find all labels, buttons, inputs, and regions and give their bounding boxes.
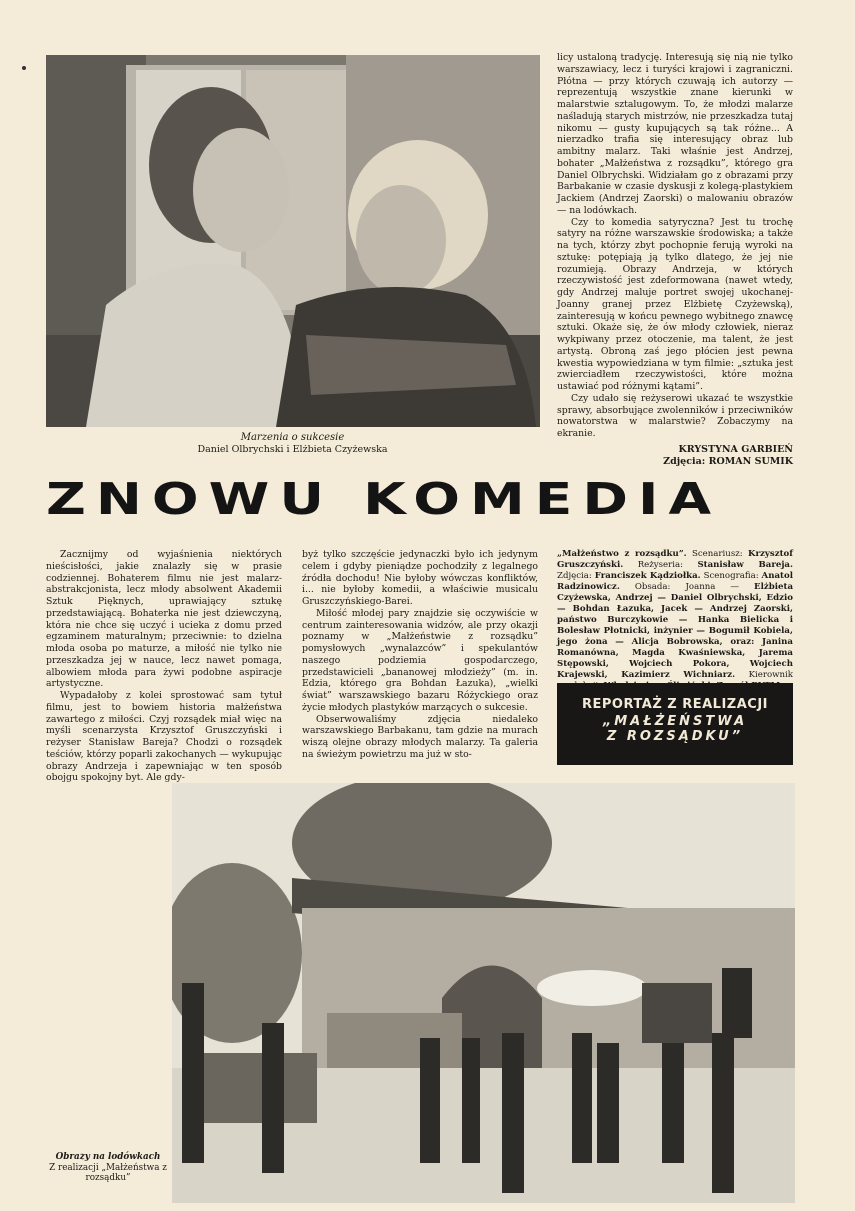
right-paragraph: Czy to komedia satyryczna? Jest tu trochę satyry na różne warszawskie środowiska; a także na tych, którzy zbyt pochopnie ferują wyroki na sztukę: potępiają ją tylko dlatego, że jej nie rozumieją. Obrazy Andrzeja, w których rzeczywistość jest zdeformowana (nawet wtedy, gdy Andrzej maluje portret swojej ukochanej-Joanny granej przez Elżbietę Czyżewską), zainteresują w końcu pewnego wybitnego znawcę sztuki. Okaże się, że ów młody człowiek, nieraz wykpiwany przez otoczenie, ma talent, że jest artystą. Obroną zaś jego płócien jest pewna kwestia wypowiedziana w tym filmie: „sztuka jest zwierciadłem rzeczywistości, które można ustawiać pod różnymi kątami”. [557,216,793,392]
top-caption-title: Marzenia o sukcesie [240,432,345,443]
author-signature: KRYSTYNA GARBIEŃ [678,443,793,455]
credits-title: „Małżeństwo z rozsądku”. [557,549,687,559]
bottom-caption-title: Obrazy na lodówkach [55,1152,161,1162]
photo-credit: Zdjęcia: ROMAN SUMIK [663,455,793,467]
right-paragraph: licy ustaloną tradycję. Interesują się nią nie tylko warszawiacy, lecz i turyści krajowi i zagraniczni. Płótna — przy których czuwają ich autorzy — reprezentują wszystkie znane kierunki w malarstwie sztalugowym. To, że młodzi malarze naśladują starych mistrzów, nie przeszkadza tutaj nikomu — gusty kupujących są tak różne... A nierzadko trafia się interesujący obraz lub ambitny malarz. Taki właśnie jest Andrzej, bohater „Małżeństwa z rozsądku”, którego gra Daniel Olbrychski. Widziałam go z obrazami przy Barbakanie w czasie dyskusji z kolegą-plastykiem Jackiem (Andrzej Zaorski) o malowaniu obrazów — na lodówkach. [557,52,793,216]
top-photo-caption [100,432,485,456]
col2-paragraph: Miłość młodej pary znajdzie się oczywiście w centrum zainteresowania widzów, ale przy okazji poznamy w „Małżeństwie z rozsądku” pomysłowych „wynalazców” i spekulantów naszego podziemia gospodarczego, przedstawicieli „bananowej młodzieży” (m. in. Edzia, którego gra Bohdan Łazuka), „wielki świat” warszawskiego bazaru Różyckiego oraz życie młodych plastyków marzących o sukcesie. [302,607,538,713]
banner-line-2: „MAŁŻEŃSTWA [602,714,748,729]
credits-director: Stanisław Bareja. [697,560,793,570]
column-1 [46,549,282,784]
film-credits [557,549,793,692]
top-photo-image [46,55,540,427]
bottom-caption-text: Z realizacji „Małżeństwa z rozsądku” [49,1162,167,1183]
credits-cast-label: Obsada: Joanna — [634,582,740,592]
banner-line-1: REPORTAŻ Z REALIZACJI [582,697,768,712]
bottom-photo [172,783,795,1203]
headline: ZNOWU KOMEDIA [46,473,722,525]
top-photo [46,55,540,427]
margin-dot [22,66,26,70]
credits-photos-label: Zdjęcia: [557,571,592,581]
column-2 [302,549,538,761]
credits-director-label: Reżyseria: [637,560,683,570]
right-paragraph: Czy udało się reżyserowi ukazać te wszystkie sprawy, absorbujące zwolenników i przeciwników nowatorstwa w malarstwie? Zobaczymy na ekranie. [557,392,793,439]
report-banner [557,683,793,765]
bottom-photo-image [172,783,795,1203]
credits-scenography-label: Scenografia: [703,571,759,581]
credits-manager-label: Kierownik [748,670,793,680]
credits-photos: Franciszek Kądziołka. [594,571,701,581]
right-column [557,52,793,468]
credits-scenario-label: Scenariusz: [691,549,743,559]
banner-line-3: Z ROZSĄDKU” [606,729,744,744]
top-caption-names: Daniel Olbrychski i Elżbieta Czyżewska [197,444,388,455]
credits-scenography: Anatol Radzinowicz. [557,571,793,592]
credits-cast: Elżbieta Czyżewska, Andrzej — Daniel Olbrychski, Edzio — Bohdan Łazuka, Jacek — Andrzej Zaorski, państwo Burczykowie — Hanka Bielicka i Bolesław Płotnicki, inżynier — Bogumił Kobiela, jego żona — Alicja Bobrowska, oraz: Janina Romanówna, Magda Kwaśniewska, Jarema Stępowski, Wojciech Pokora, Wojciech Krajewski, Kazimierz Wichniarz. [557,582,794,680]
col1-paragraph: Zacznijmy od wyjaśnienia niektórych nieścisłości, jakie znalazły się w prasie codziennej. Bohaterem filmu nie jest malarz-abstrakcjonista, lecz młody absolwent Akademii Sztuk Pięknych, uprawiający sztukę przedstawiającą. Bohaterka nie jest dziewczyną, która nie chce się uczyć i ucieka z domu przed egzaminem maturalnym; przeciwnie: to dzielna młoda osoba po maturze, a miłość nie tylko nie przeszkadza jej w nauce, lecz nawet pomaga, albowiem młoda para żywi podobne aspiracje artystyczne. [46,549,282,690]
col2-paragraph: Obserwowaliśmy zdjęcia niedaleko warszawskiego Barbakanu, tam gdzie na murach wiszą olejne obrazy młodych malarzy. Ta galeria na świeżym powietrzu ma już w sto- [302,713,538,760]
credits-scenario: Krzysztof Gruszczyński. [557,549,793,570]
bottom-photo-caption [46,1152,170,1184]
col1-paragraph: Wypadałoby z kolei sprostować sam tytuł filmu, jest to bowiem historia małżeństwa zawartego z miłości. Czyj rozsądek miał więc na myśli scenarzysta Krzysztof Gruszczyński i reżyser Stanisław Bareja? Chodzi o rozsądek teściów, którzy poparli zakochanych — wykupując obrazy Andrzeja i zapewniając w ten sposób obojgu spokojny byt. Ale gdy- [46,690,282,784]
col2-paragraph: byż tylko szczęście jedynaczki było ich jedynym celem i gdyby pieniądze pochodziły z legalnego źródła dochodu! Nie byłoby wówczas konfliktów, i... nie byłoby komedii, a właściwie musicalu Gruszczyńskiego-Barei. [302,549,538,607]
